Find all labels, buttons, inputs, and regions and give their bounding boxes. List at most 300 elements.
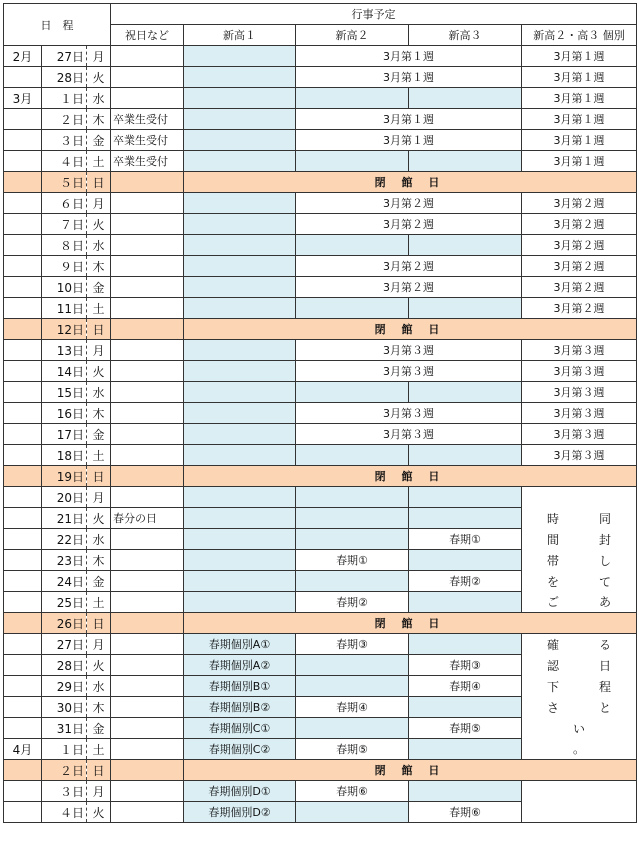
grade2-cell [296, 88, 409, 109]
individual-cell: 3月第２週 [522, 277, 637, 298]
month-cell [4, 361, 42, 382]
table-row [4, 235, 637, 256]
grade2-3-span-cell: 3月第１週 [296, 46, 522, 67]
month-cell [4, 340, 42, 361]
grade2-cell [296, 487, 409, 508]
table-row [4, 634, 637, 655]
grade2-cell [296, 676, 409, 697]
table-row [4, 319, 637, 340]
weekday-cell: 日 [87, 760, 111, 781]
day-cell: ４日 [42, 151, 87, 172]
grade2-3-span-cell: 3月第１週 [296, 109, 522, 130]
day-cell: ５日 [42, 172, 87, 193]
day-cell: ３日 [42, 130, 87, 151]
month-cell: 2月 [4, 46, 42, 67]
vertical-note-cell: 認 日 [522, 655, 637, 676]
table-row [4, 445, 637, 466]
table-row [4, 571, 637, 592]
month-cell [4, 571, 42, 592]
table-row [4, 550, 637, 571]
table-row [4, 403, 637, 424]
month-cell [4, 298, 42, 319]
month-cell [4, 424, 42, 445]
month-cell [4, 277, 42, 298]
grade2-cell: 春期④ [296, 697, 409, 718]
month-cell [4, 550, 42, 571]
day-cell: ４日 [42, 802, 87, 823]
individual-cell: 3月第１週 [522, 151, 637, 172]
day-cell: １日 [42, 739, 87, 760]
grade1-cell [184, 382, 296, 403]
day-cell: 11日 [42, 298, 87, 319]
grade3-cell [409, 298, 522, 319]
table-row [4, 676, 637, 697]
day-cell: 15日 [42, 382, 87, 403]
day-cell: ８日 [42, 235, 87, 256]
grade1-cell: 春期個別C② [184, 739, 296, 760]
table-row [4, 613, 637, 634]
grade1-cell [184, 214, 296, 235]
closed-day-label: 閉 館 日 [184, 466, 637, 487]
day-cell: 27日 [42, 634, 87, 655]
grade3-cell [409, 781, 522, 802]
table-row [4, 739, 637, 760]
weekday-cell: 土 [87, 445, 111, 466]
month-cell: 3月 [4, 88, 42, 109]
individual-column-header: 新高２・高３ 個別 [522, 25, 637, 46]
vertical-note-cell: 下 程 [522, 676, 637, 697]
grade2-cell: 春期③ [296, 634, 409, 655]
grade3-cell: 春期② [409, 571, 522, 592]
holiday-cell [111, 718, 184, 739]
weekday-cell: 火 [87, 214, 111, 235]
grade2-cell [296, 298, 409, 319]
month-cell [4, 382, 42, 403]
grade2-3-span-cell: 3月第３週 [296, 403, 522, 424]
table-row [4, 298, 637, 319]
grade2-3-span-cell: 3月第１週 [296, 67, 522, 88]
vertical-note-cell [522, 802, 637, 823]
table-row [4, 130, 637, 151]
weekday-cell: 月 [87, 781, 111, 802]
individual-cell: 3月第１週 [522, 109, 637, 130]
event-plan-header: 行事予定 [111, 4, 637, 25]
weekday-cell: 水 [87, 235, 111, 256]
schedule-table [3, 3, 637, 823]
holiday-cell: 卒業生受付 [111, 151, 184, 172]
table-row [4, 802, 637, 823]
grade1-column-header: 新高１ [184, 25, 296, 46]
grade3-cell: 春期⑤ [409, 718, 522, 739]
weekday-cell: 木 [87, 403, 111, 424]
table-row [4, 67, 637, 88]
weekday-cell: 火 [87, 655, 111, 676]
month-cell [4, 67, 42, 88]
vertical-note-cell [522, 781, 637, 802]
holiday-cell [111, 445, 184, 466]
vertical-note-cell: ご あ [522, 592, 637, 613]
individual-cell: 3月第２週 [522, 256, 637, 277]
month-cell [4, 655, 42, 676]
day-cell: 22日 [42, 529, 87, 550]
grade1-cell [184, 361, 296, 382]
grade1-cell [184, 193, 296, 214]
grade1-cell: 春期個別B② [184, 697, 296, 718]
holiday-cell [111, 298, 184, 319]
individual-cell: 3月第２週 [522, 193, 637, 214]
day-cell: 25日 [42, 592, 87, 613]
grade1-cell [184, 256, 296, 277]
grade1-cell [184, 46, 296, 67]
weekday-cell: 火 [87, 67, 111, 88]
weekday-cell: 金 [87, 424, 111, 445]
table-row [4, 655, 637, 676]
grade3-cell: 春期③ [409, 655, 522, 676]
individual-cell: 3月第２週 [522, 235, 637, 256]
table-row [4, 718, 637, 739]
individual-cell: 3月第３週 [522, 382, 637, 403]
vertical-note-cell: 確 る [522, 634, 637, 655]
holiday-cell [111, 529, 184, 550]
vertical-note-cell: を て [522, 571, 637, 592]
holiday-cell [111, 592, 184, 613]
day-cell: ２日 [42, 109, 87, 130]
table-row [4, 172, 637, 193]
grade2-cell [296, 655, 409, 676]
month-cell [4, 760, 42, 781]
holiday-cell [111, 487, 184, 508]
holiday-cell [111, 550, 184, 571]
grade1-cell: 春期個別A① [184, 634, 296, 655]
weekday-cell: 金 [87, 571, 111, 592]
weekday-cell: 水 [87, 382, 111, 403]
table-row [4, 760, 637, 781]
holiday-cell [111, 613, 184, 634]
weekday-cell: 土 [87, 298, 111, 319]
day-cell: 27日 [42, 46, 87, 67]
month-cell [4, 487, 42, 508]
weekday-cell: 金 [87, 130, 111, 151]
month-cell [4, 172, 42, 193]
grade1-cell [184, 298, 296, 319]
grade3-cell [409, 634, 522, 655]
individual-cell: 3月第３週 [522, 403, 637, 424]
grade3-cell [409, 508, 522, 529]
weekday-cell: 火 [87, 802, 111, 823]
day-cell: １日 [42, 88, 87, 109]
holiday-cell [111, 382, 184, 403]
holiday-cell [111, 802, 184, 823]
grade3-cell [409, 697, 522, 718]
weekday-cell: 月 [87, 340, 111, 361]
month-cell [4, 634, 42, 655]
weekday-cell: 月 [87, 193, 111, 214]
holiday-cell [111, 424, 184, 445]
month-cell [4, 676, 42, 697]
grade2-3-span-cell: 3月第２週 [296, 193, 522, 214]
grade2-cell: 春期② [296, 592, 409, 613]
weekday-cell: 土 [87, 739, 111, 760]
grade2-cell [296, 445, 409, 466]
holiday-cell [111, 277, 184, 298]
month-cell [4, 214, 42, 235]
vertical-note-cell: 帯 し [522, 550, 637, 571]
weekday-cell: 日 [87, 319, 111, 340]
individual-cell: 3月第３週 [522, 424, 637, 445]
holiday-cell [111, 319, 184, 340]
grade1-cell [184, 424, 296, 445]
grade1-cell [184, 277, 296, 298]
holiday-cell [111, 655, 184, 676]
holiday-cell: 卒業生受付 [111, 130, 184, 151]
holiday-cell [111, 403, 184, 424]
weekday-cell: 水 [87, 676, 111, 697]
grade1-cell [184, 508, 296, 529]
grade3-cell [409, 445, 522, 466]
holiday-column-header: 祝日など [111, 25, 184, 46]
closed-day-label: 閉 館 日 [184, 613, 637, 634]
individual-cell: 3月第２週 [522, 298, 637, 319]
grade2-cell: 春期⑥ [296, 781, 409, 802]
weekday-cell: 土 [87, 592, 111, 613]
day-cell: 19日 [42, 466, 87, 487]
table-row [4, 361, 637, 382]
holiday-cell [111, 781, 184, 802]
month-cell [4, 256, 42, 277]
vertical-note-cell: さ と [522, 697, 637, 718]
weekday-cell: 木 [87, 256, 111, 277]
holiday-cell [111, 571, 184, 592]
grade1-cell [184, 235, 296, 256]
day-cell: ２日 [42, 760, 87, 781]
day-cell: 13日 [42, 340, 87, 361]
grade2-3-span-cell: 3月第３週 [296, 340, 522, 361]
grade3-cell: 春期④ [409, 676, 522, 697]
holiday-cell [111, 697, 184, 718]
schedule-document [3, 3, 637, 823]
day-cell: ７日 [42, 214, 87, 235]
grade2-cell [296, 571, 409, 592]
schedule-header: 日 程 [4, 4, 111, 46]
day-cell: 14日 [42, 361, 87, 382]
month-cell [4, 109, 42, 130]
grade1-cell [184, 529, 296, 550]
table-row [4, 529, 637, 550]
table-row [4, 781, 637, 802]
grade1-cell [184, 67, 296, 88]
table-row [4, 46, 637, 67]
closed-day-label: 閉 館 日 [184, 172, 637, 193]
individual-cell: 3月第１週 [522, 46, 637, 67]
month-cell [4, 613, 42, 634]
holiday-cell [111, 340, 184, 361]
day-cell: 29日 [42, 676, 87, 697]
day-cell: 30日 [42, 697, 87, 718]
month-cell [4, 235, 42, 256]
vertical-note-cell: 間 封 [522, 529, 637, 550]
grade1-cell: 春期個別B① [184, 676, 296, 697]
individual-cell: 3月第１週 [522, 67, 637, 88]
weekday-cell: 日 [87, 466, 111, 487]
weekday-cell: 火 [87, 361, 111, 382]
grade2-3-span-cell: 3月第２週 [296, 214, 522, 235]
grade2-3-span-cell: 3月第３週 [296, 361, 522, 382]
grade2-cell [296, 151, 409, 172]
grade3-column-header: 新高３ [409, 25, 522, 46]
grade1-cell [184, 88, 296, 109]
weekday-cell: 木 [87, 109, 111, 130]
weekday-cell: 木 [87, 697, 111, 718]
month-cell [4, 403, 42, 424]
day-cell: ９日 [42, 256, 87, 277]
weekday-cell: 水 [87, 88, 111, 109]
day-cell: 16日 [42, 403, 87, 424]
individual-cell: 3月第３週 [522, 445, 637, 466]
vertical-note-cell: い [522, 718, 637, 739]
day-cell: 23日 [42, 550, 87, 571]
day-cell: 28日 [42, 655, 87, 676]
month-cell [4, 697, 42, 718]
day-cell: 17日 [42, 424, 87, 445]
table-row [4, 109, 637, 130]
day-cell: 31日 [42, 718, 87, 739]
grade3-cell [409, 592, 522, 613]
grade2-cell: 春期① [296, 550, 409, 571]
month-cell [4, 781, 42, 802]
holiday-cell [111, 676, 184, 697]
individual-cell: 3月第３週 [522, 361, 637, 382]
table-row [4, 592, 637, 613]
holiday-cell [111, 760, 184, 781]
grade2-column-header: 新高２ [296, 25, 409, 46]
weekday-cell: 水 [87, 529, 111, 550]
closed-day-label: 閉 館 日 [184, 319, 637, 340]
day-cell: 28日 [42, 67, 87, 88]
table-row [4, 340, 637, 361]
table-row [4, 487, 637, 508]
month-cell [4, 508, 42, 529]
grade2-3-span-cell: 3月第３週 [296, 424, 522, 445]
grade2-cell [296, 235, 409, 256]
weekday-cell: 日 [87, 172, 111, 193]
month-cell [4, 466, 42, 487]
holiday-cell [111, 739, 184, 760]
table-row [4, 466, 637, 487]
weekday-cell: 火 [87, 508, 111, 529]
day-cell: 20日 [42, 487, 87, 508]
day-cell: 18日 [42, 445, 87, 466]
weekday-cell: 日 [87, 613, 111, 634]
table-row [4, 193, 637, 214]
day-cell: 26日 [42, 613, 87, 634]
weekday-cell: 月 [87, 487, 111, 508]
vertical-note-cell: 。 [522, 739, 637, 760]
grade2-3-span-cell: 3月第２週 [296, 277, 522, 298]
closed-day-label: 閉 館 日 [184, 760, 637, 781]
grade3-cell [409, 487, 522, 508]
grade3-cell: 春期① [409, 529, 522, 550]
day-cell: ３日 [42, 781, 87, 802]
grade1-cell [184, 109, 296, 130]
table-row [4, 277, 637, 298]
table-row [4, 151, 637, 172]
weekday-cell: 月 [87, 46, 111, 67]
grade1-cell [184, 487, 296, 508]
grade1-cell: 春期個別A② [184, 655, 296, 676]
holiday-cell: 卒業生受付 [111, 109, 184, 130]
holiday-cell [111, 235, 184, 256]
individual-cell: 3月第２週 [522, 214, 637, 235]
holiday-cell: 春分の日 [111, 508, 184, 529]
grade2-3-span-cell: 3月第２週 [296, 256, 522, 277]
vertical-note-cell: 時 同 [522, 508, 637, 529]
grade3-cell [409, 88, 522, 109]
month-cell: 4月 [4, 739, 42, 760]
month-cell [4, 319, 42, 340]
day-cell: 24日 [42, 571, 87, 592]
table-row [4, 697, 637, 718]
table-row [4, 424, 637, 445]
grade1-cell [184, 151, 296, 172]
grade2-3-span-cell: 3月第１週 [296, 130, 522, 151]
weekday-cell: 金 [87, 718, 111, 739]
month-cell [4, 529, 42, 550]
grade1-cell [184, 550, 296, 571]
individual-cell: 3月第１週 [522, 130, 637, 151]
grade2-cell [296, 508, 409, 529]
grade1-cell: 春期個別D② [184, 802, 296, 823]
grade3-cell [409, 235, 522, 256]
grade2-cell: 春期⑤ [296, 739, 409, 760]
weekday-cell: 金 [87, 277, 111, 298]
grade2-cell [296, 802, 409, 823]
holiday-cell [111, 46, 184, 67]
weekday-cell: 木 [87, 550, 111, 571]
grade3-cell [409, 382, 522, 403]
holiday-cell [111, 256, 184, 277]
grade2-cell [296, 529, 409, 550]
grade1-cell [184, 130, 296, 151]
holiday-cell [111, 214, 184, 235]
grade1-cell: 春期個別C① [184, 718, 296, 739]
grade3-cell [409, 151, 522, 172]
grade1-cell [184, 592, 296, 613]
grade3-cell: 春期⑥ [409, 802, 522, 823]
table-row [4, 508, 637, 529]
day-cell: 12日 [42, 319, 87, 340]
table-row [4, 256, 637, 277]
holiday-cell [111, 361, 184, 382]
month-cell [4, 151, 42, 172]
individual-cell: 3月第３週 [522, 340, 637, 361]
grade2-cell [296, 382, 409, 403]
month-cell [4, 445, 42, 466]
table-row [4, 214, 637, 235]
month-cell [4, 718, 42, 739]
weekday-cell: 月 [87, 634, 111, 655]
holiday-cell [111, 193, 184, 214]
month-cell [4, 802, 42, 823]
grade1-cell [184, 445, 296, 466]
vertical-note-cell [522, 487, 637, 508]
individual-cell: 3月第１週 [522, 88, 637, 109]
month-cell [4, 130, 42, 151]
holiday-cell [111, 67, 184, 88]
holiday-cell [111, 88, 184, 109]
month-cell [4, 592, 42, 613]
holiday-cell [111, 172, 184, 193]
month-cell [4, 193, 42, 214]
